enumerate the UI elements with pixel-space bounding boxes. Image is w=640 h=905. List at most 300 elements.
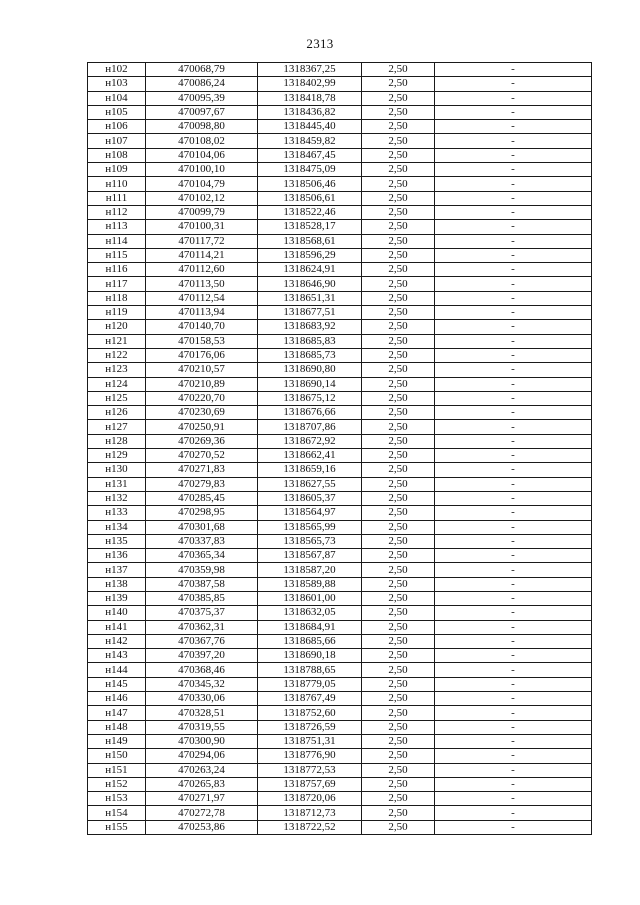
point-name-cell: н153 [88,792,146,806]
x-coordinate-cell: 470108,02 [146,134,258,148]
x-coordinate-cell: 470279,83 [146,477,258,491]
accuracy-cell: 2,50 [362,677,435,691]
table-row [88,205,592,219]
accuracy-cell: 2,50 [362,263,435,277]
x-coordinate-cell: 470253,86 [146,820,258,834]
x-coordinate-cell: 470270,52 [146,449,258,463]
x-coordinate-cell: 470114,21 [146,248,258,262]
description-cell: - [435,749,592,763]
y-coordinate-cell: 1318587,20 [258,563,362,577]
table-row [88,77,592,91]
point-name-cell: н142 [88,634,146,648]
table-row [88,734,592,748]
accuracy-cell: 2,50 [362,606,435,620]
x-coordinate-cell: 470367,76 [146,634,258,648]
x-coordinate-cell: 470362,31 [146,620,258,634]
accuracy-cell: 2,50 [362,148,435,162]
accuracy-cell: 2,50 [362,706,435,720]
table-row [88,820,592,834]
y-coordinate-cell: 1318402,99 [258,77,362,91]
x-coordinate-cell: 470230,69 [146,406,258,420]
x-coordinate-cell: 470086,24 [146,77,258,91]
table-row [88,763,592,777]
x-coordinate-cell: 470365,34 [146,549,258,563]
y-coordinate-cell: 1318601,00 [258,591,362,605]
point-name-cell: н122 [88,348,146,362]
x-coordinate-cell: 470210,89 [146,377,258,391]
table-row [88,63,592,77]
table-row [88,320,592,334]
description-cell: - [435,263,592,277]
description-cell: - [435,291,592,305]
description-cell: - [435,377,592,391]
x-coordinate-cell: 470097,67 [146,105,258,119]
description-cell: - [435,734,592,748]
point-name-cell: н116 [88,263,146,277]
accuracy-cell: 2,50 [362,248,435,262]
accuracy-cell: 2,50 [362,91,435,105]
accuracy-cell: 2,50 [362,663,435,677]
accuracy-cell: 2,50 [362,77,435,91]
point-name-cell: н131 [88,477,146,491]
point-name-cell: н130 [88,463,146,477]
x-coordinate-cell: 470098,80 [146,120,258,134]
y-coordinate-cell: 1318685,66 [258,634,362,648]
y-coordinate-cell: 1318564,97 [258,506,362,520]
point-name-cell: н125 [88,391,146,405]
point-name-cell: н119 [88,306,146,320]
table-row [88,163,592,177]
table-row [88,649,592,663]
accuracy-cell: 2,50 [362,449,435,463]
x-coordinate-cell: 470210,57 [146,363,258,377]
x-coordinate-cell: 470385,85 [146,591,258,605]
point-name-cell: н111 [88,191,146,205]
table-row [88,620,592,634]
y-coordinate-cell: 1318632,05 [258,606,362,620]
y-coordinate-cell: 1318685,73 [258,348,362,362]
description-cell: - [435,320,592,334]
table-row [88,777,592,791]
table-row [88,177,592,191]
y-coordinate-cell: 1318418,78 [258,91,362,105]
table-row [88,248,592,262]
x-coordinate-cell: 470328,51 [146,706,258,720]
accuracy-cell: 2,50 [362,291,435,305]
y-coordinate-cell: 1318459,82 [258,134,362,148]
table-row [88,591,592,605]
description-cell: - [435,463,592,477]
table-row [88,463,592,477]
description-cell: - [435,420,592,434]
table-row [88,549,592,563]
point-name-cell: н129 [88,449,146,463]
x-coordinate-cell: 470113,50 [146,277,258,291]
y-coordinate-cell: 1318528,17 [258,220,362,234]
y-coordinate-cell: 1318445,40 [258,120,362,134]
accuracy-cell: 2,50 [362,234,435,248]
y-coordinate-cell: 1318624,91 [258,263,362,277]
point-name-cell: н138 [88,577,146,591]
description-cell: - [435,763,592,777]
table-row [88,105,592,119]
y-coordinate-cell: 1318772,53 [258,763,362,777]
x-coordinate-cell: 470285,45 [146,491,258,505]
table-row [88,120,592,134]
x-coordinate-cell: 470294,06 [146,749,258,763]
accuracy-cell: 2,50 [362,506,435,520]
point-name-cell: н103 [88,77,146,91]
description-cell: - [435,234,592,248]
accuracy-cell: 2,50 [362,134,435,148]
table-row [88,563,592,577]
description-cell: - [435,720,592,734]
y-coordinate-cell: 1318672,92 [258,434,362,448]
accuracy-cell: 2,50 [362,549,435,563]
point-name-cell: н126 [88,406,146,420]
accuracy-cell: 2,50 [362,105,435,119]
y-coordinate-cell: 1318767,49 [258,692,362,706]
point-name-cell: н106 [88,120,146,134]
x-coordinate-cell: 470300,90 [146,734,258,748]
point-name-cell: н151 [88,763,146,777]
table-row [88,220,592,234]
y-coordinate-cell: 1318690,18 [258,649,362,663]
description-cell: - [435,606,592,620]
y-coordinate-cell: 1318675,12 [258,391,362,405]
accuracy-cell: 2,50 [362,463,435,477]
description-cell: - [435,177,592,191]
table-row [88,634,592,648]
description-cell: - [435,820,592,834]
table-row [88,234,592,248]
x-coordinate-cell: 470158,53 [146,334,258,348]
accuracy-cell: 2,50 [362,620,435,634]
description-cell: - [435,191,592,205]
accuracy-cell: 2,50 [362,163,435,177]
y-coordinate-cell: 1318685,83 [258,334,362,348]
description-cell: - [435,363,592,377]
table-row [88,520,592,534]
table-row [88,391,592,405]
description-cell: - [435,663,592,677]
accuracy-cell: 2,50 [362,420,435,434]
x-coordinate-cell: 470337,83 [146,534,258,548]
table-row [88,363,592,377]
y-coordinate-cell: 1318506,46 [258,177,362,191]
x-coordinate-cell: 470271,97 [146,792,258,806]
x-coordinate-cell: 470263,24 [146,763,258,777]
y-coordinate-cell: 1318662,41 [258,449,362,463]
point-name-cell: н128 [88,434,146,448]
y-coordinate-cell: 1318506,61 [258,191,362,205]
y-coordinate-cell: 1318677,51 [258,306,362,320]
point-name-cell: н105 [88,105,146,119]
y-coordinate-cell: 1318690,80 [258,363,362,377]
table-row [88,663,592,677]
description-cell: - [435,792,592,806]
x-coordinate-cell: 470359,98 [146,563,258,577]
point-name-cell: н137 [88,563,146,577]
x-coordinate-cell: 470140,70 [146,320,258,334]
accuracy-cell: 2,50 [362,406,435,420]
coordinates-table-body [88,63,592,835]
accuracy-cell: 2,50 [362,477,435,491]
point-name-cell: н143 [88,649,146,663]
description-cell: - [435,563,592,577]
point-name-cell: н127 [88,420,146,434]
table-row [88,348,592,362]
point-name-cell: н132 [88,491,146,505]
point-name-cell: н121 [88,334,146,348]
x-coordinate-cell: 470113,94 [146,306,258,320]
y-coordinate-cell: 1318568,61 [258,234,362,248]
y-coordinate-cell: 1318627,55 [258,477,362,491]
y-coordinate-cell: 1318475,09 [258,163,362,177]
x-coordinate-cell: 470397,20 [146,649,258,663]
description-cell: - [435,334,592,348]
x-coordinate-cell: 470265,83 [146,777,258,791]
point-name-cell: н146 [88,692,146,706]
description-cell: - [435,348,592,362]
x-coordinate-cell: 470099,79 [146,205,258,219]
description-cell: - [435,63,592,77]
y-coordinate-cell: 1318565,99 [258,520,362,534]
y-coordinate-cell: 1318751,31 [258,734,362,748]
accuracy-cell: 2,50 [362,63,435,77]
description-cell: - [435,549,592,563]
table-row [88,334,592,348]
y-coordinate-cell: 1318788,65 [258,663,362,677]
point-name-cell: н120 [88,320,146,334]
point-name-cell: н136 [88,549,146,563]
accuracy-cell: 2,50 [362,763,435,777]
point-name-cell: н140 [88,606,146,620]
point-name-cell: н134 [88,520,146,534]
x-coordinate-cell: 470095,39 [146,91,258,105]
table-row [88,692,592,706]
accuracy-cell: 2,50 [362,563,435,577]
y-coordinate-cell: 1318779,05 [258,677,362,691]
y-coordinate-cell: 1318367,25 [258,63,362,77]
table-row [88,263,592,277]
y-coordinate-cell: 1318776,90 [258,749,362,763]
x-coordinate-cell: 470220,70 [146,391,258,405]
y-coordinate-cell: 1318605,37 [258,491,362,505]
x-coordinate-cell: 470368,46 [146,663,258,677]
accuracy-cell: 2,50 [362,306,435,320]
accuracy-cell: 2,50 [362,205,435,219]
point-name-cell: н115 [88,248,146,262]
y-coordinate-cell: 1318522,46 [258,205,362,219]
x-coordinate-cell: 470068,79 [146,63,258,77]
description-cell: - [435,634,592,648]
x-coordinate-cell: 470250,91 [146,420,258,434]
description-cell: - [435,277,592,291]
point-name-cell: н108 [88,148,146,162]
point-name-cell: н149 [88,734,146,748]
y-coordinate-cell: 1318707,86 [258,420,362,434]
table-row [88,706,592,720]
y-coordinate-cell: 1318659,16 [258,463,362,477]
y-coordinate-cell: 1318567,87 [258,549,362,563]
y-coordinate-cell: 1318683,92 [258,320,362,334]
y-coordinate-cell: 1318722,52 [258,820,362,834]
point-name-cell: н147 [88,706,146,720]
point-name-cell: н102 [88,63,146,77]
point-name-cell: н104 [88,91,146,105]
table-row [88,306,592,320]
point-name-cell: н155 [88,820,146,834]
table-row [88,449,592,463]
accuracy-cell: 2,50 [362,792,435,806]
table-row [88,491,592,505]
table-row [88,191,592,205]
table-row [88,420,592,434]
page-number: 2313 [306,36,334,51]
accuracy-cell: 2,50 [362,391,435,405]
point-name-cell: н148 [88,720,146,734]
x-coordinate-cell: 470100,10 [146,163,258,177]
table-row [88,577,592,591]
point-name-cell: н112 [88,205,146,219]
accuracy-cell: 2,50 [362,434,435,448]
coordinates-table [87,62,592,835]
point-name-cell: н135 [88,534,146,548]
description-cell: - [435,506,592,520]
x-coordinate-cell: 470112,60 [146,263,258,277]
x-coordinate-cell: 470104,06 [146,148,258,162]
accuracy-cell: 2,50 [362,534,435,548]
table-row [88,477,592,491]
x-coordinate-cell: 470176,06 [146,348,258,362]
description-cell: - [435,148,592,162]
description-cell: - [435,134,592,148]
point-name-cell: н107 [88,134,146,148]
accuracy-cell: 2,50 [362,591,435,605]
point-name-cell: н117 [88,277,146,291]
y-coordinate-cell: 1318651,31 [258,291,362,305]
accuracy-cell: 2,50 [362,491,435,505]
table-row [88,749,592,763]
x-coordinate-cell: 470104,79 [146,177,258,191]
description-cell: - [435,77,592,91]
description-cell: - [435,491,592,505]
description-cell: - [435,677,592,691]
description-cell: - [435,534,592,548]
y-coordinate-cell: 1318690,14 [258,377,362,391]
x-coordinate-cell: 470298,95 [146,506,258,520]
accuracy-cell: 2,50 [362,806,435,820]
table-row [88,506,592,520]
accuracy-cell: 2,50 [362,649,435,663]
y-coordinate-cell: 1318596,29 [258,248,362,262]
description-cell: - [435,806,592,820]
table-row [88,677,592,691]
accuracy-cell: 2,50 [362,277,435,291]
y-coordinate-cell: 1318436,82 [258,105,362,119]
x-coordinate-cell: 470117,72 [146,234,258,248]
y-coordinate-cell: 1318752,60 [258,706,362,720]
x-coordinate-cell: 470375,37 [146,606,258,620]
accuracy-cell: 2,50 [362,220,435,234]
accuracy-cell: 2,50 [362,320,435,334]
description-cell: - [435,706,592,720]
description-cell: - [435,91,592,105]
description-cell: - [435,306,592,320]
x-coordinate-cell: 470301,68 [146,520,258,534]
point-name-cell: н118 [88,291,146,305]
table-row [88,406,592,420]
accuracy-cell: 2,50 [362,177,435,191]
accuracy-cell: 2,50 [362,777,435,791]
point-name-cell: н110 [88,177,146,191]
x-coordinate-cell: 470100,31 [146,220,258,234]
accuracy-cell: 2,50 [362,692,435,706]
point-name-cell: н154 [88,806,146,820]
table-row [88,291,592,305]
x-coordinate-cell: 470272,78 [146,806,258,820]
table-row [88,134,592,148]
point-name-cell: н114 [88,234,146,248]
x-coordinate-cell: 470345,32 [146,677,258,691]
accuracy-cell: 2,50 [362,520,435,534]
point-name-cell: н144 [88,663,146,677]
y-coordinate-cell: 1318646,90 [258,277,362,291]
point-name-cell: н113 [88,220,146,234]
point-name-cell: н123 [88,363,146,377]
accuracy-cell: 2,50 [362,634,435,648]
description-cell: - [435,577,592,591]
table-row [88,277,592,291]
x-coordinate-cell: 470102,12 [146,191,258,205]
y-coordinate-cell: 1318684,91 [258,620,362,634]
table-row [88,606,592,620]
description-cell: - [435,449,592,463]
point-name-cell: н124 [88,377,146,391]
point-name-cell: н145 [88,677,146,691]
description-cell: - [435,649,592,663]
point-name-cell: н141 [88,620,146,634]
table-row [88,534,592,548]
x-coordinate-cell: 470269,36 [146,434,258,448]
description-cell: - [435,591,592,605]
accuracy-cell: 2,50 [362,720,435,734]
accuracy-cell: 2,50 [362,377,435,391]
point-name-cell: н152 [88,777,146,791]
description-cell: - [435,620,592,634]
table-row [88,434,592,448]
table-row [88,148,592,162]
point-name-cell: н139 [88,591,146,605]
x-coordinate-cell: 470387,58 [146,577,258,591]
x-coordinate-cell: 470112,54 [146,291,258,305]
accuracy-cell: 2,50 [362,734,435,748]
description-cell: - [435,520,592,534]
accuracy-cell: 2,50 [362,749,435,763]
y-coordinate-cell: 1318726,59 [258,720,362,734]
table-row [88,377,592,391]
y-coordinate-cell: 1318757,69 [258,777,362,791]
point-name-cell: н133 [88,506,146,520]
description-cell: - [435,692,592,706]
y-coordinate-cell: 1318565,73 [258,534,362,548]
point-name-cell: н150 [88,749,146,763]
accuracy-cell: 2,50 [362,334,435,348]
description-cell: - [435,477,592,491]
description-cell: - [435,434,592,448]
y-coordinate-cell: 1318720,06 [258,792,362,806]
